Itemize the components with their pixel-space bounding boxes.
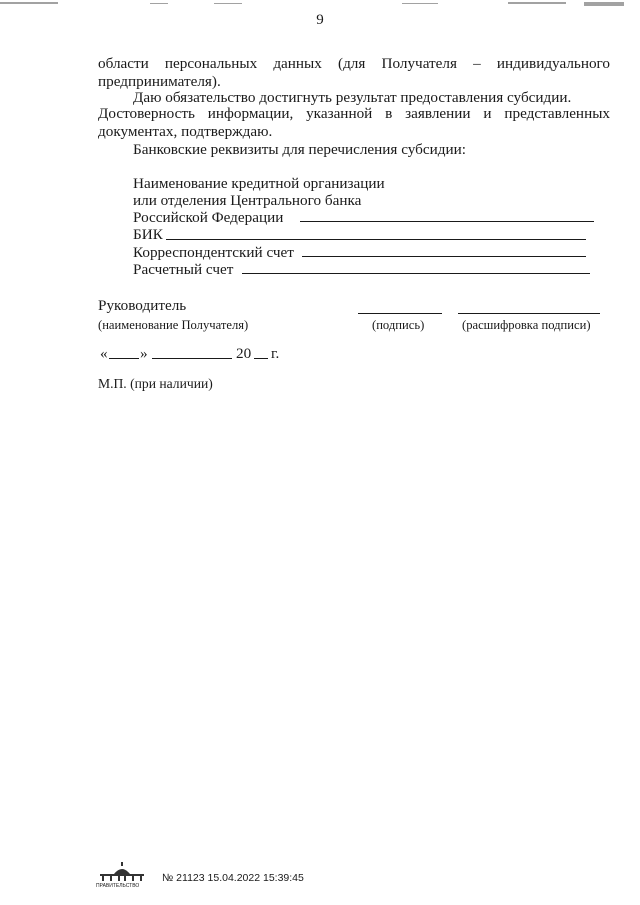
bank-name-label: Наименование кредитной организации [133, 175, 385, 192]
document-registration-number: № 21123 15.04.2022 15:39:45 [162, 872, 304, 884]
date-close-quote: » [140, 345, 148, 362]
scan-mark [214, 3, 242, 4]
paragraph-line: Достоверность информации, указанной в заявлении и представленных [98, 105, 610, 122]
scan-mark [402, 3, 438, 4]
paragraph-line: области персональных данных (для Получателя – индивидуального [98, 55, 610, 72]
head-label: Руководитель [98, 297, 187, 314]
signature-field[interactable] [358, 313, 442, 314]
corr-account-label: Корреспондентский счет [133, 244, 294, 261]
bik-label: БИК [133, 226, 163, 243]
account-label: Расчетный счет [133, 261, 234, 278]
scan-mark [0, 2, 58, 4]
date-open-quote: « [100, 345, 108, 362]
sign-caption: (подпись) [372, 318, 425, 332]
date-year-field[interactable] [254, 358, 268, 359]
bik-field[interactable] [166, 239, 586, 240]
scan-mark [584, 2, 624, 6]
signature-decode-field[interactable] [458, 313, 600, 314]
page-number: 9 [316, 12, 324, 28]
scan-mark [150, 3, 168, 4]
date-year-prefix: 20 [236, 345, 252, 362]
bank-details-intro: Банковские реквизиты для перечисления субсидии: [133, 141, 466, 158]
bank-name-label: Российской Федерации [133, 209, 284, 226]
date-month-field[interactable] [152, 358, 232, 359]
decode-caption: (расшифровка подписи) [462, 318, 591, 332]
paragraph-line: предпринимателя). [98, 73, 221, 90]
recipient-caption: (наименование Получателя) [98, 318, 249, 332]
bank-name-label: или отделения Центрального банка [133, 192, 362, 209]
stamp-label: М.П. (при наличии) [98, 376, 213, 391]
account-field[interactable] [242, 273, 590, 274]
date-year-suffix: г. [271, 345, 280, 362]
corr-account-field[interactable] [302, 256, 586, 257]
date-day-field[interactable] [109, 358, 139, 359]
paragraph-line: документах, подтверждаю. [98, 123, 273, 140]
scan-mark [508, 2, 566, 4]
bank-name-field[interactable] [300, 221, 594, 222]
logo-caption: ПРАВИТЕЛЬСТВО [96, 883, 140, 889]
paragraph-obligation: Даю обязательство достигнуть результат предоставления субсидии. [133, 89, 572, 106]
